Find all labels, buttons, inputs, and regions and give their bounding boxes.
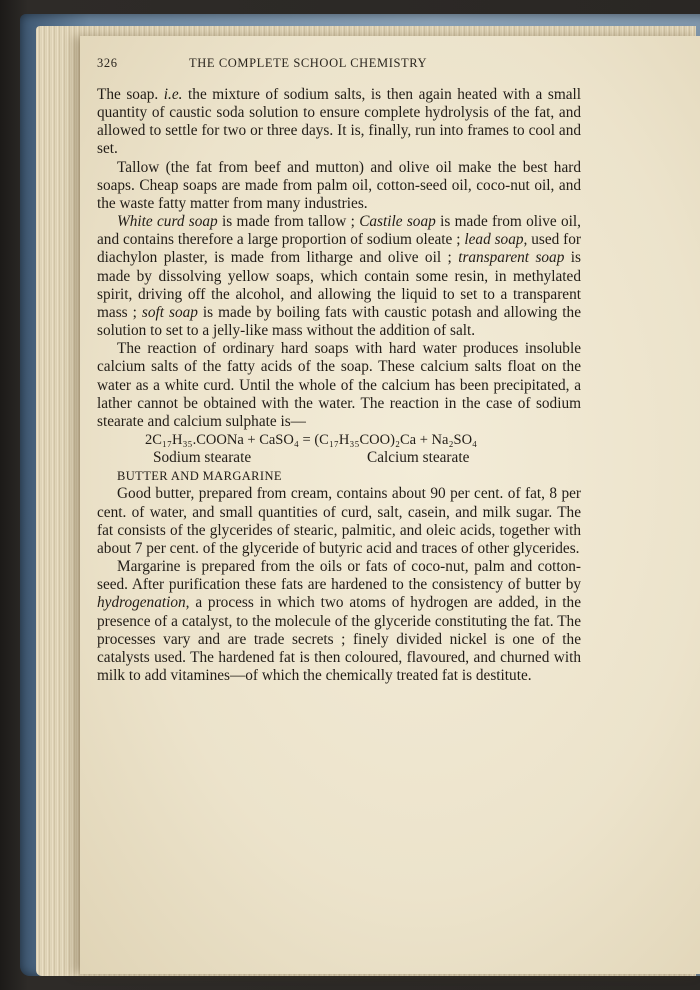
paragraph-soap-types: White curd soap is made from tallow ; Castile soap is made from olive oil, and contains therefore a large proportion of sodium oleate ; lead soap, used for diachylon plaster, is made from litharge and olive oil ; transparent soap is made by dissolving yellow soaps, which contain some resin, in methylated spirit, driving off the alcohol, and allowing the liquid to set to a transparent mass ; soft soap is made by boiling fats with caustic potash and allowing the solution to set to a jelly-like mass without the addition of salt. — [97, 213, 581, 340]
page-body — [97, 86, 581, 685]
paragraph-butter: Good butter, prepared from cream, contains about 90 per cent. of fat, 8 per cent. of water, and small quantities of curd, salt, casein, and milk sugar. The fat consists of the glycerides of stearic, palmitic, and oleic acids, together with about 7 per cent. of the glyceride of butyric acid and traces of other glycerides. — [97, 485, 581, 557]
section-heading: BUTTER AND MARGARINE — [117, 469, 282, 484]
paragraph-soap-hydrolysis: The soap. i.e. the mixture of sodium salts, is then again heated with a small quantity of caustic soda solution to ensure complete hydrolysis of the fat, and allowed to settle for two or three days. It is, finally, run into frames to cool and set. — [97, 86, 582, 158]
label-calcium-stearate: Calcium stearate — [367, 449, 470, 467]
paragraph-hard-water: The reaction of ordinary hard soaps with hard water produces insoluble calcium salts of the fatty acids of the soap. These calcium salts float on the water as a white curd. Until the whole of the calcium has been precipitated, a lather cannot be obtained with the water. The reaction in the case of sodium stearate and calcium sulphate is— — [97, 340, 581, 430]
page-title: THE COMPLETE SCHOOL CHEMISTRY — [189, 56, 428, 70]
paragraph-margarine: Margarine is prepared from the oils or fats of coco-nut, palm and cotton-seed. After purification these fats are hardened to the consistency of butter by hydrogenation, a process in which two atoms of hydrogen are added, in the presence of a catalyst, to the molecule of the glyceride constituting the fat. The processes vary and are trade secrets ; finely divided nickel is one of the catalysts used. The hardened fat is then coloured, flavoured, and churned with milk to add vitamines—of which the chemically treated fat is destitute. — [97, 558, 581, 684]
equation-labels — [97, 449, 581, 467]
label-sodium-stearate: Sodium stearate — [153, 449, 252, 467]
page-number: 326 — [97, 56, 118, 70]
paragraph-tallow: Tallow (the fat from beef and mutton) and olive oil make the best hard soaps. Cheap soaps are made from palm oil, cotton-seed oil, coco-nut oil, and the waste fatty matter from many industries. — [97, 158, 581, 212]
chemical-equation: 2C₁₇H₃₅.COONa + CaSO₄ = (C₁₇H₃₅COO)₂Ca + Na₂SO₄ — [145, 431, 478, 448]
